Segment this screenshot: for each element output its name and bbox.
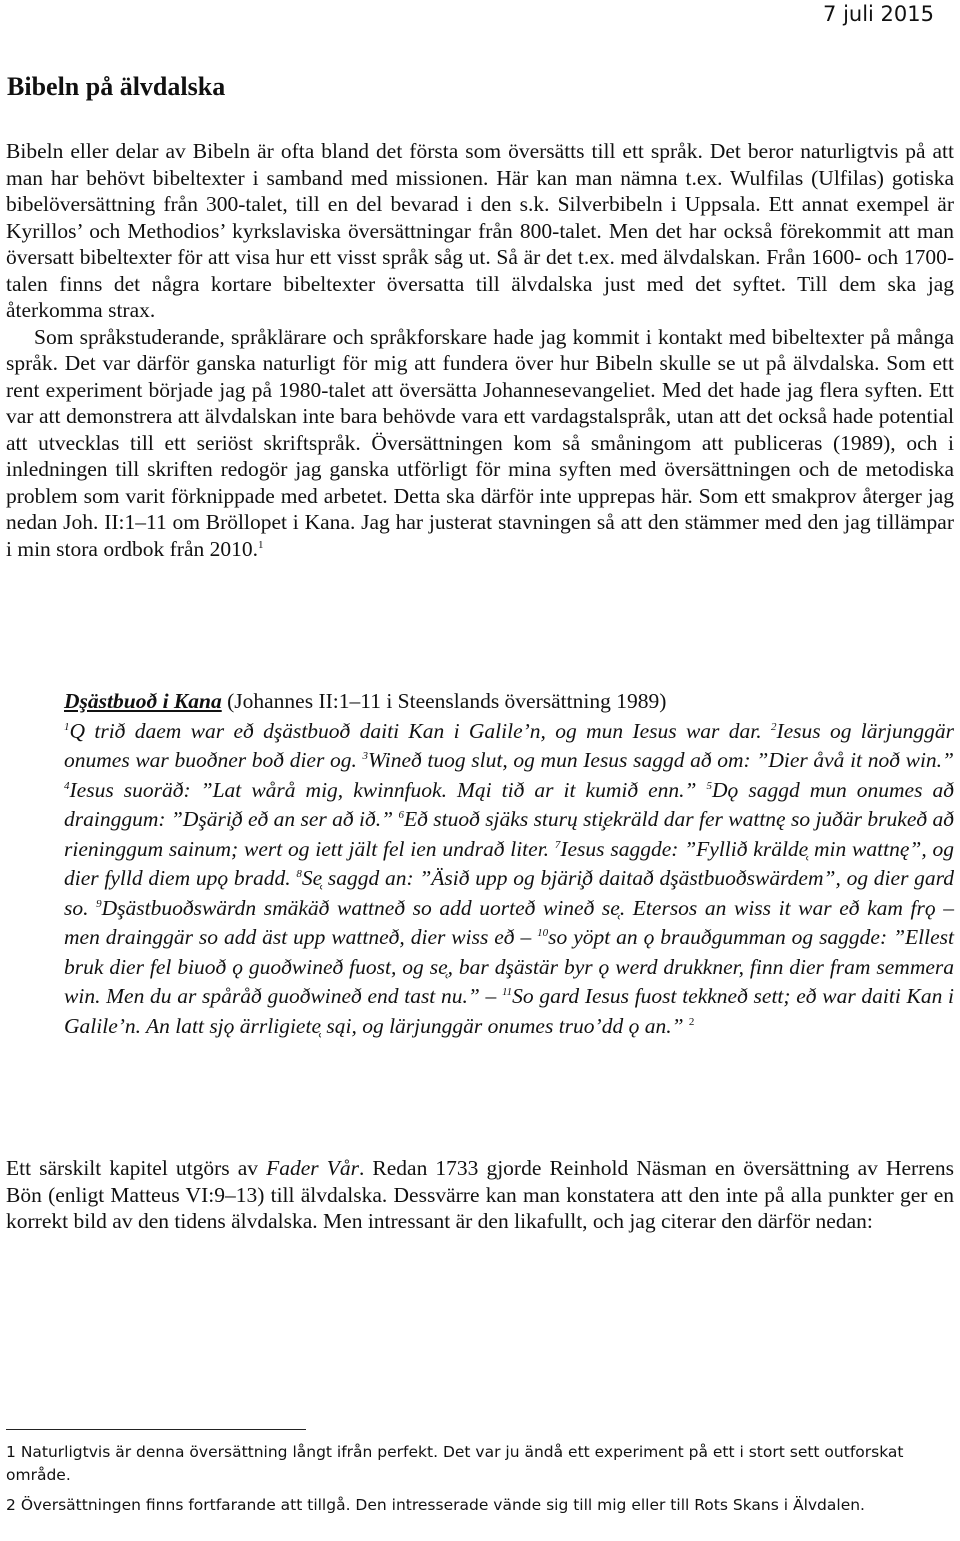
header-date: 7 juli 2015 (823, 2, 934, 26)
verse-text: Eð stuoð sjäks sturų sti̧ekräld dar fer wattnę so juðär brukeð að rieninggum sainum; wert og iett jält fel ien undrað liter. (64, 807, 955, 861)
paragraph-3 (6, 1155, 954, 1235)
verse-text: Q trið daem war eð dşästbuoð daiti Kan i Galile’n, og mun Iesus war dar. (69, 718, 771, 743)
paragraph-1: Bibeln eller delar av Bibeln är ofta bland det första som översätts till ett språk. Det beror naturligtvis på att man har behövt bibeltexter i samband med missionen. Här kan man nämna t.ex. Wulfilas (Ulfilas) gotiska bibelöversättning från 300-talet, till en del bevarad i den s.k. Silverbibeln i Uppsala. Ett annat exempel är Kyrillos’ och Methodios’ kyrkslaviska översättningar från 800-talet. Men det har också förekommit att man översatt bibeltexter för att visa hur ett visst språk såg ut. Så är det t.ex. med älvdalskan. Från 1600- och 1700-talen finns det några kortare bibeltexter översatta till älvdalska just med det syftet. Till dem ska jag återkomma strax. (6, 139, 954, 322)
verse-number: 9 (96, 897, 102, 910)
footnote-text: Översättningen finns fortfarande att tillgå. Den intresserade vände sig till mig eller till Rots Skans i Älvdalen. (20, 1496, 865, 1514)
verse-text: Wineð tuog slut, og mun Iesus saggd að om: ”Dier åvå it noð win.” (368, 748, 954, 772)
footnote-1 (6, 1441, 954, 1487)
paragraph-3-lead: Ett särskilt kapitel utgörs av (6, 1156, 267, 1180)
verse-number: 10 (537, 926, 549, 939)
paragraph-2 (6, 324, 954, 563)
verse-text: Se̜ saggd an: ”Äsið upp og bjäri̧ð daitað dşästbuoðswärdem”, og dier gard so. (64, 866, 954, 920)
bible-passage (64, 687, 954, 1041)
footnote-text: Naturligtvis är denna översättning långt ifrån perfekt. Det var ju ändå ett experiment på ett i stort sett outforskat område. (6, 1443, 904, 1484)
passage-source: (Johannes II:1–11 i Steenslands översättning 1989) (221, 689, 667, 713)
passage-heading: Dşästbuoð i Kana (64, 689, 222, 713)
verse-number: 2 (770, 720, 777, 733)
footnote-number: 2 (6, 1496, 16, 1514)
paragraph-2-text: Som språkstuderande, språklärare och språkforskare hade jag kommit i kontakt med bibeltexter på många språk. Det var därför ganska naturligt för mig att fundera över hur Bibeln skulle se ut på älvdalska. Som ett rent experiment började jag på 1980-talet att översätta Johannesevangeliet. Med det hade jag flera syften. Ett var att demonstrera att älvdalskan inte bara behövde vara ett vardagstalspråk, utan att det också hade potential att utvecklas till ett seriöst skriftspråk. Översättningen kom så småningom att publiceras (1989), och i inledningen till skriften redogör jag ganska utförligt för mina syften med översättningen och de metodiska problem som varit förknippade med arbetet. Detta ska därför inte upprepas här. Som ett smakprov återger jag nedan Joh. II:1–11 om Bröllopet i Kana. Jag har justerat stavningen så att den stämmer med den jag tillämpar i min stora ordbok från 2010. (6, 324, 954, 561)
verse-text: Dşästbuoðswärdn smäkäð wattneð so add uorteð wineð se̜. Etersos an wiss it war eð kam frǫ – men drainggär so add äst upp wattneð, dier wiss eð – (64, 895, 954, 949)
footnote-ref-2[interactable]: 2 (688, 1015, 695, 1028)
paragraph-3-text: . Redan 1733 gjorde Reinhold Näsman en översättning av Herrens Bön (enligt Matteus VI:9–13) till älvdalska. Dessvärre kan man konstatera att den inte på alla punkter ger en korrekt bild av den tidens älvdalska. Men intressant är den likafullt, och jag citerar den därför nedan: (6, 1156, 954, 1233)
verse-text: Iesus suoräð: ”Lat wårå mig, kwinnfuok. Mąi tið ar it kumið enn.” (69, 777, 707, 802)
verse-number: 7 (554, 838, 561, 851)
verse-text: So gard Iesus fuost tekkneð sett; eð war daiti Kan i Galile’n. An latt sjǫ ärrligiete̜ sąi, og lärjunggär onumes truo’dd ǫ an.” (64, 984, 954, 1038)
verse-number: 1 (64, 720, 70, 733)
verse-number: 8 (296, 867, 302, 880)
footnote-2 (6, 1494, 954, 1517)
verse-text: so yöpt an ǫ brauðgumman og saggde: ”Ellest bruk dier fel biuoð ǫ guoðwineð fuost, og se̜, bar dşästär byr ǫ werd drukkner, finn dier fram semmera win. Men du ar spåråð guoðwineð end tast nu.” – (64, 925, 954, 1008)
verse-text: Iesus saggde: ”Fyllið krälde̜ min wattnę”, og dier fylld diem upǫ bradd. (64, 836, 954, 890)
footnote-number: 1 (6, 1443, 16, 1461)
verse-number: 3 (362, 749, 369, 762)
verse-text: Iesus og lärjunggär onumes war buoðner boð dier og. (64, 718, 954, 772)
passage-heading-line (64, 687, 954, 717)
footnote-ref-1[interactable]: 1 (258, 538, 264, 551)
verse-number: 4 (64, 779, 70, 792)
intro-section (6, 138, 954, 562)
fader-var-title: Fader Vår (266, 1156, 359, 1180)
verse-number: 11 (501, 985, 513, 998)
verse-number: 5 (706, 779, 713, 792)
footnote-divider (6, 1429, 306, 1430)
page-title: Bibeln på älvdalska (7, 72, 226, 101)
passage-verses (64, 717, 954, 1042)
verse-text: Dǫ saggd mun onumes að drainggum: ”Dşäri̧ð eð an ser að ið.” (64, 777, 955, 831)
verse-number: 6 (398, 808, 404, 821)
